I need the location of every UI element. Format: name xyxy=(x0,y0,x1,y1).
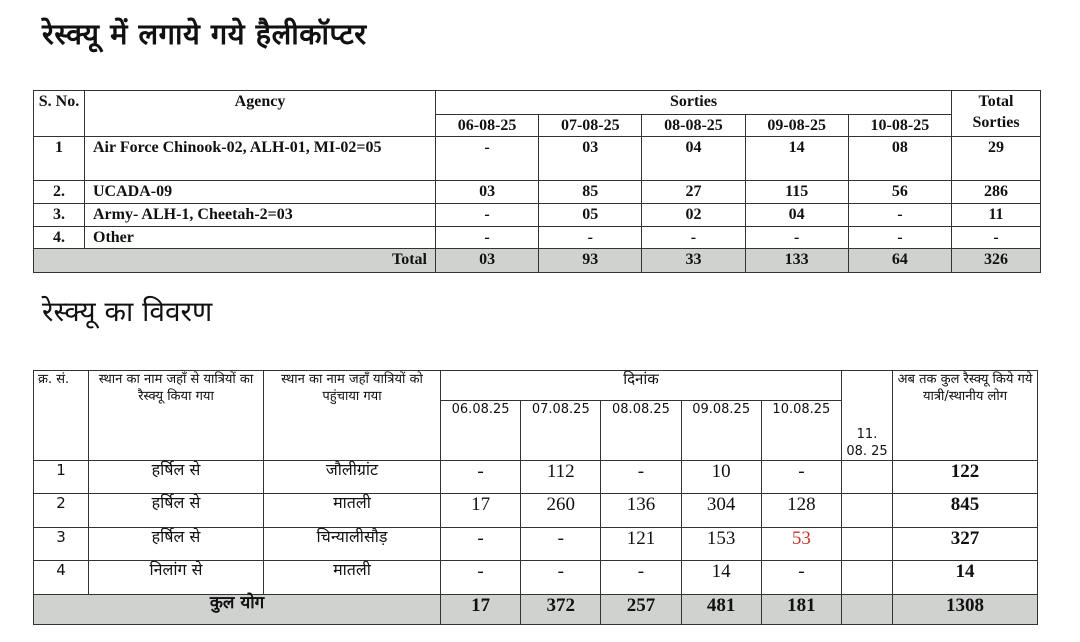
table-row xyxy=(34,461,1038,494)
cell-value: 17 xyxy=(441,494,521,528)
total-value: 481 xyxy=(681,595,761,625)
cell-sno: 1 xyxy=(34,461,89,494)
total-value: 181 xyxy=(761,595,841,625)
cell-value xyxy=(842,528,893,561)
total-value: 03 xyxy=(436,249,539,273)
date-header: 09-08-25 xyxy=(745,115,848,137)
header-from: स्थान का नाम जहाँ से यात्रियों का रैस्क्यू किया गया xyxy=(89,371,264,461)
cell-value: 14 xyxy=(745,137,848,181)
cell-agency: UCADA-09 xyxy=(85,181,436,204)
cell-value: 05 xyxy=(539,204,642,227)
cell-value: - xyxy=(848,204,951,227)
header-date: दिनांक xyxy=(441,371,842,401)
cell-total: 286 xyxy=(952,181,1041,204)
cell-value: - xyxy=(436,227,539,249)
cell-agency: Other xyxy=(85,227,436,249)
rescue-details-table xyxy=(33,370,1038,625)
header-agency: Agency xyxy=(85,91,436,137)
cell-value: 02 xyxy=(642,204,745,227)
cell-to: मातली xyxy=(264,561,441,595)
cell-sno: 1 xyxy=(34,137,85,181)
date-header: 10-08-25 xyxy=(848,115,951,137)
heading-helicopters: रेस्क्यू में लगाये गये हैलीकॉप्टर xyxy=(42,17,367,51)
cell-value: - xyxy=(642,227,745,249)
date-header: 07-08-25 xyxy=(539,115,642,137)
cell-value: 04 xyxy=(745,204,848,227)
cell-total: 11 xyxy=(952,204,1041,227)
cell-sno: 4. xyxy=(34,227,85,249)
cell-value: 304 xyxy=(681,494,761,528)
cell-value: 121 xyxy=(601,528,681,561)
date-header: 10.08.25 xyxy=(761,401,841,461)
cell-from: हर्षिल से xyxy=(89,528,264,561)
cell-sno: 3. xyxy=(34,204,85,227)
cell-sno: 3 xyxy=(34,528,89,561)
cell-value: - xyxy=(441,528,521,561)
cell-from: निलांग से xyxy=(89,561,264,595)
cell-value xyxy=(842,461,893,494)
cell-value: - xyxy=(761,561,841,595)
total-value xyxy=(842,595,893,625)
table-row xyxy=(34,494,1038,528)
total-value: 33 xyxy=(642,249,745,273)
cell-value: 128 xyxy=(761,494,841,528)
header-sno: S. No. xyxy=(34,91,85,137)
total-value: 372 xyxy=(521,595,601,625)
cell-to: जौलीग्रांट xyxy=(264,461,441,494)
cell-value: - xyxy=(601,461,681,494)
total-label: कुल योग xyxy=(34,595,441,625)
cell-to: चिन्यालीसौड़ xyxy=(264,528,441,561)
table-row xyxy=(34,227,1041,249)
cell-value: - xyxy=(441,461,521,494)
cell-value: 04 xyxy=(642,137,745,181)
cell-agency: Air Force Chinook-02, ALH-01, MI-02=05 xyxy=(85,137,436,181)
cell-sno: 2 xyxy=(34,494,89,528)
cell-total: 29 xyxy=(952,137,1041,181)
header-to: स्थान का नाम जहाँ यात्रियों को पहुंचाया गया xyxy=(264,371,441,461)
cell-sno: 4 xyxy=(34,561,89,595)
cell-value: 03 xyxy=(539,137,642,181)
cell-value: - xyxy=(436,137,539,181)
cell-value: - xyxy=(441,561,521,595)
cell-value: - xyxy=(761,461,841,494)
cell-total: 122 xyxy=(893,461,1038,494)
date-header: 06.08.25 xyxy=(441,401,521,461)
cell-value: 10 xyxy=(681,461,761,494)
cell-from: हर्षिल से xyxy=(89,461,264,494)
cell-value: 08 xyxy=(848,137,951,181)
date-header: 07.08.25 xyxy=(521,401,601,461)
cell-value: - xyxy=(521,528,601,561)
header-sno: क्र. सं. xyxy=(34,371,89,461)
cell-total: 845 xyxy=(893,494,1038,528)
total-label: Total xyxy=(34,249,436,273)
table-row xyxy=(34,137,1041,181)
header-total: अब तक कुल रैस्क्यू किये गये यात्री/स्थानीय लोग xyxy=(893,371,1038,461)
total-value: 257 xyxy=(601,595,681,625)
helicopter-sorties-table xyxy=(33,90,1041,273)
date-header: 08-08-25 xyxy=(642,115,745,137)
cell-value: 260 xyxy=(521,494,601,528)
cell-value: 112 xyxy=(521,461,601,494)
cell-value: - xyxy=(601,561,681,595)
cell-value: 56 xyxy=(848,181,951,204)
cell-value: 85 xyxy=(539,181,642,204)
heading-rescue-details: रेस्क्यू का विवरण xyxy=(42,295,213,328)
cell-value: - xyxy=(539,227,642,249)
table-row xyxy=(34,561,1038,595)
cell-value: 14 xyxy=(681,561,761,595)
cell-agency: Army- ALH-1, Cheetah-2=03 xyxy=(85,204,436,227)
cell-value: - xyxy=(848,227,951,249)
grand-total: 1308 xyxy=(893,595,1038,625)
grand-total: 326 xyxy=(952,249,1041,273)
cell-value: 115 xyxy=(745,181,848,204)
cell-value xyxy=(842,494,893,528)
date-header: 09.08.25 xyxy=(681,401,761,461)
cell-to: मातली xyxy=(264,494,441,528)
total-row xyxy=(34,249,1041,273)
cell-from: हर्षिल से xyxy=(89,494,264,528)
header-sorties: Sorties xyxy=(436,91,952,115)
cell-total: 14 xyxy=(893,561,1038,595)
cell-value: 153 xyxy=(681,528,761,561)
date-header: 11. 08. 25 xyxy=(842,371,893,461)
cell-value-highlight: 53 xyxy=(761,528,841,561)
cell-value: - xyxy=(745,227,848,249)
total-value: 17 xyxy=(441,595,521,625)
date-header: 06-08-25 xyxy=(436,115,539,137)
date-header: 08.08.25 xyxy=(601,401,681,461)
total-value: 93 xyxy=(539,249,642,273)
cell-value: 03 xyxy=(436,181,539,204)
header-total-sorties: Total Sorties xyxy=(952,91,1041,137)
cell-value: 27 xyxy=(642,181,745,204)
cell-total: - xyxy=(952,227,1041,249)
cell-value: - xyxy=(521,561,601,595)
table-row xyxy=(34,204,1041,227)
cell-total: 327 xyxy=(893,528,1038,561)
total-row xyxy=(34,595,1038,625)
table-row xyxy=(34,181,1041,204)
total-value: 133 xyxy=(745,249,848,273)
cell-value: - xyxy=(436,204,539,227)
table-row xyxy=(34,528,1038,561)
cell-sno: 2. xyxy=(34,181,85,204)
cell-value xyxy=(842,561,893,595)
total-value: 64 xyxy=(848,249,951,273)
cell-value: 136 xyxy=(601,494,681,528)
